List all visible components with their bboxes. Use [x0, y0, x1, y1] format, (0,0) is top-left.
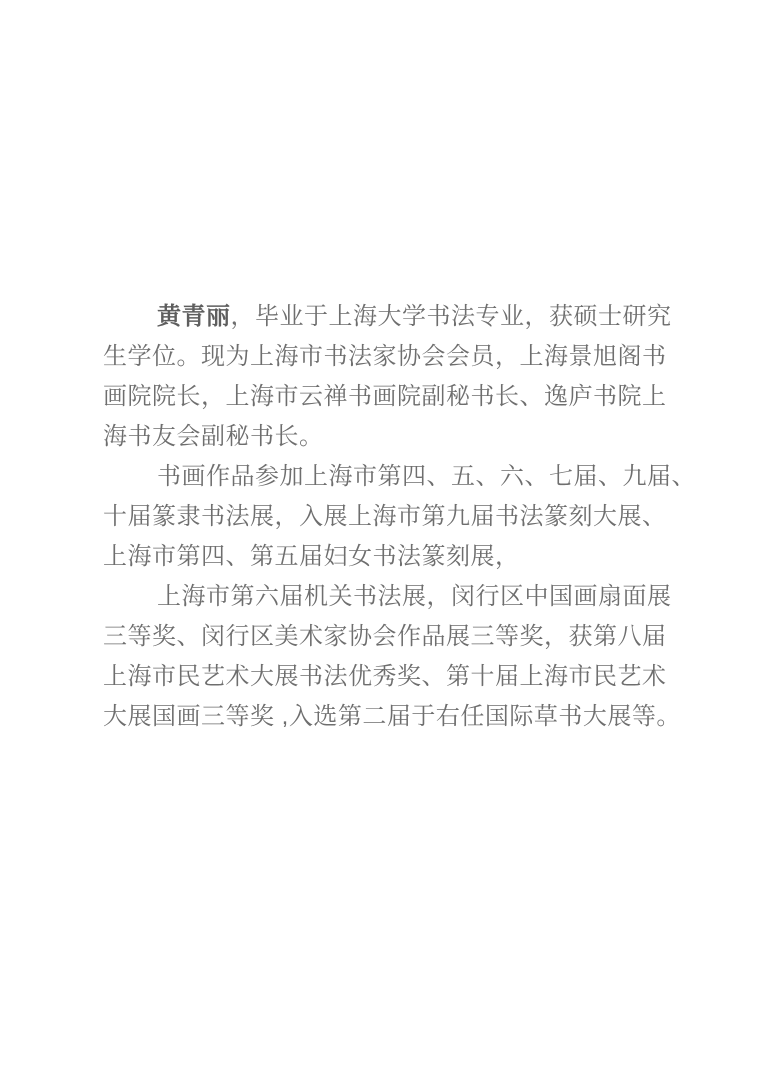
bio-line: 十届篆隶书法展，入展上海市第九届书法篆刻大展、 — [103, 503, 667, 530]
bio-line: 画院院长，上海市云禅书画院副秘书长、逸庐书院上 — [103, 383, 667, 410]
bio-line: 上海市第六届机关书法展，闵行区中国画扇面展 — [157, 583, 672, 610]
person-name: 黄青丽 — [157, 303, 231, 330]
bio-line: 上海市第四、第五届妇女书法篆刻展， — [103, 543, 520, 570]
bio-line — [103, 297, 672, 337]
bio-line: 三等奖、闵行区美术家协会作品展三等奖，获第八届 — [103, 623, 667, 650]
bio-line: 上海市民艺术大展书法优秀奖、第十届上海市民艺术 — [103, 663, 667, 690]
bio-text-block — [103, 297, 696, 737]
bio-line-text: ，毕业于上海大学书法专业，获硕士研究 — [230, 303, 672, 330]
bio-line: 大展国画三等奖 ,入选第二届于右任国际草书大展等。 — [103, 703, 681, 730]
bio-line: 生学位。现为上海市书法家协会会员，上海景旭阁书 — [103, 343, 667, 370]
bio-line: 海书友会副秘书长。 — [103, 423, 324, 450]
bio-line: 书画作品参加上海市第四、五、六、七届、九届、 — [157, 463, 696, 490]
